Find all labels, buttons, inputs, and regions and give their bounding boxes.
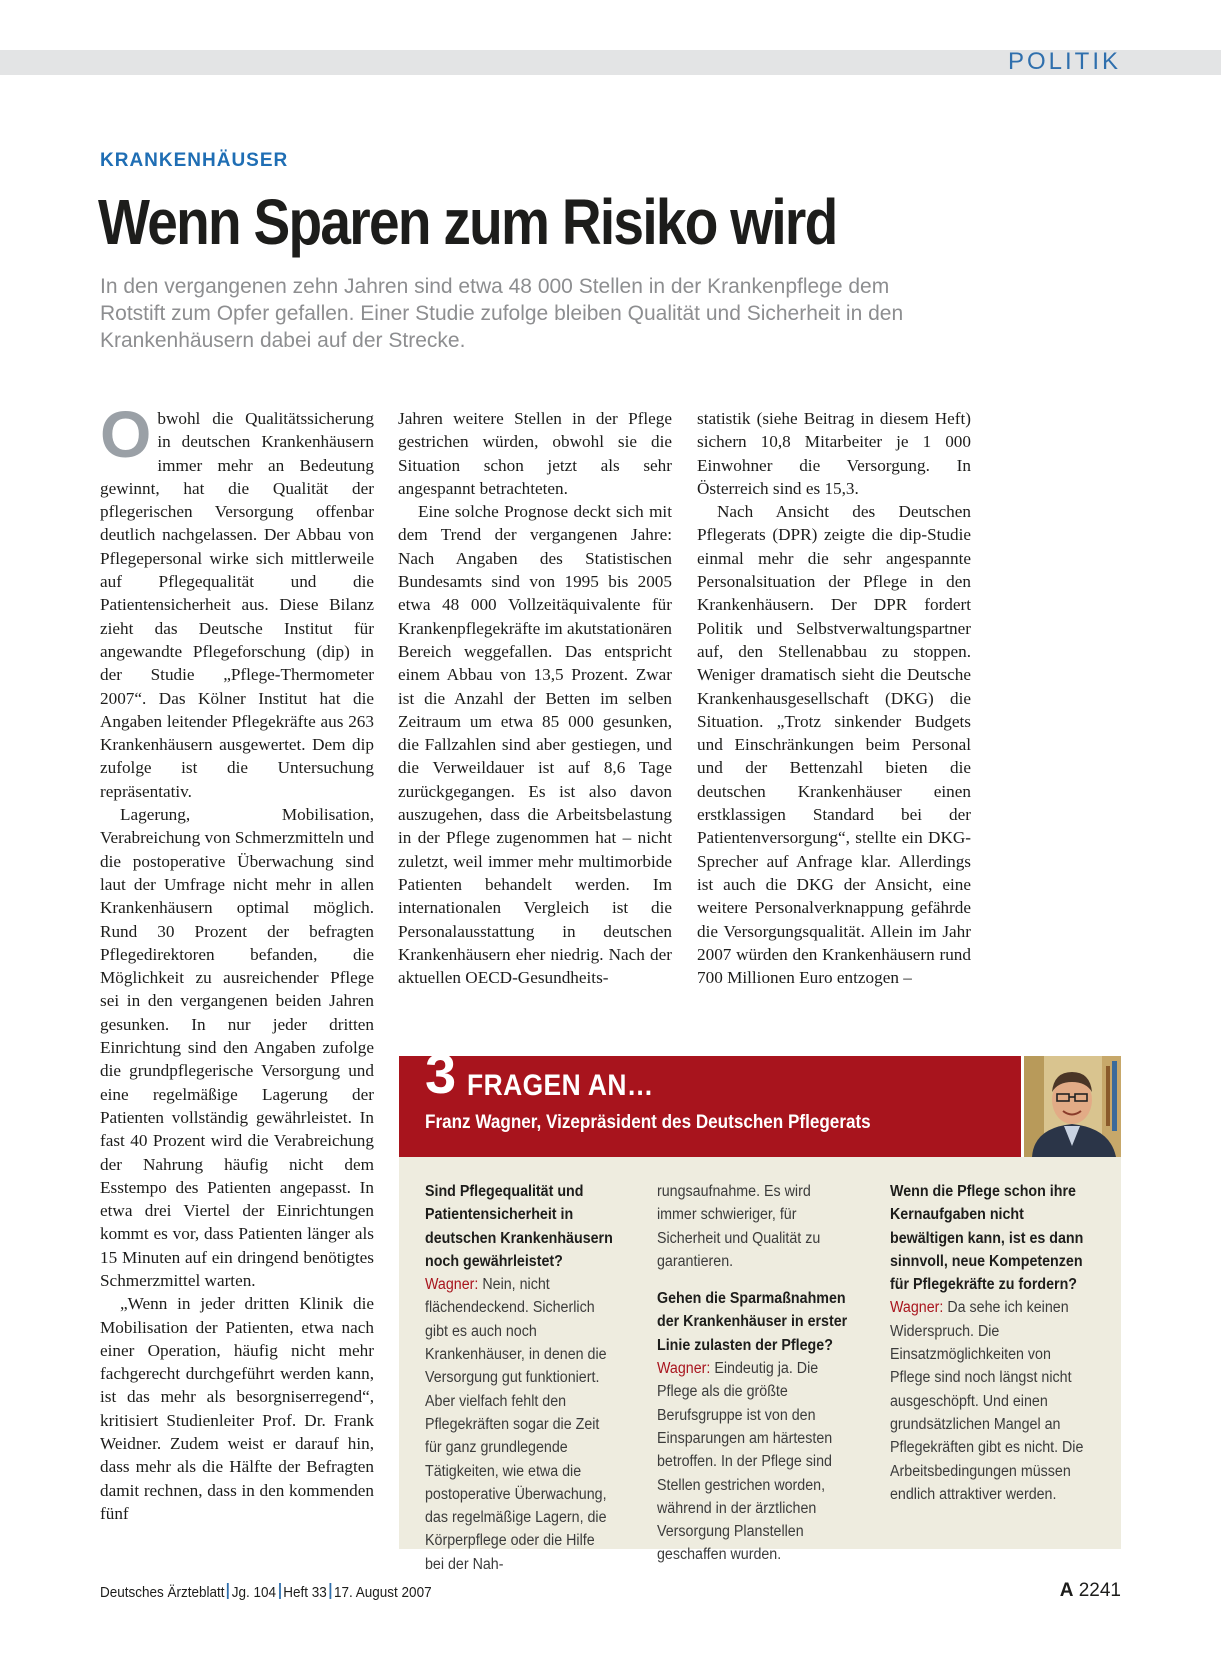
- paragraph: Nach Ansicht des Deutschen Pflegerats (DPR) zeigte die dip-Studie einmal mehr die sehr angespannte Personalsituation der Pflege in den Krankenhäusern. Der DPR fordert Politik und Selbstverwaltungspartner auf, den Stellenabbau zu stoppen. Weniger dramatisch sieht die Deutsche Krankenhausgesellschaft (DKG) die Situation. „Trotz sinkender Budgets und Einschränkungen beim Personal und der Bettenzahl bieten die deutschen Krankenhäuser einen erstklassigen Standard bei der Patientenversorgung“, stellte ein DKG-Sprecher auf Anfrage klar. Allerdings ist auch die DKG der Ansicht, eine weitere Personalverknappung gefährde die Versorgungsqualität. Allein im Jahr 2007 würden den Krankenhäusern rund 700 Millionen Euro entzogen –: [697, 502, 971, 988]
- article-column-2: [398, 407, 672, 1014]
- speaker-label: Wagner:: [890, 1299, 944, 1317]
- answer-text: Da sehe ich keinen Widerspruch. Die Einsatzmöglichkeiten von Pflege sind noch längst nicht ausgeschöpft. Und einen grundsätzlichen Mangel an Pflegekräften gibt es nicht. Die Arbeitsbedingungen müssen endlich attraktiver werden.: [890, 1299, 1084, 1503]
- interview-question: Sind Pflegequalität und Patientensicherheit in deutschen Krankenhäusern noch gewährleistet?: [425, 1183, 613, 1270]
- paragraph: [100, 397, 374, 803]
- page-number-value: 2241: [1078, 1580, 1121, 1601]
- interview-answer: [890, 1296, 1085, 1506]
- article-column-1: [100, 397, 374, 1542]
- interview-number: 3: [425, 1042, 457, 1105]
- page-number: [1060, 1580, 1121, 1602]
- separator: [227, 1583, 229, 1599]
- interview-answer-continued: rungsaufnahme. Es wird immer schwieriger, für Sicherheit und Qualität zu garantieren.: [657, 1183, 821, 1270]
- speaker-label: Wagner:: [657, 1360, 711, 1378]
- article-column-3: [697, 407, 971, 1014]
- journal-name: Deutsches Ärzteblatt: [100, 1584, 225, 1601]
- portrait-photo: [1024, 1056, 1121, 1157]
- drop-cap: O: [100, 397, 152, 471]
- paragraph: Jahren weitere Stellen in der Pflege gestrichen würden, obwohl sie die Situation schon jetzt als sehr angespannt betrachteten.: [398, 409, 672, 498]
- paragraph: statistik (siehe Beitrag in diesem Heft) sichern 10,8 Mitarbeiter je 1 000 Einwohner die Versorgung. In Österreich sind es 15,3.: [697, 409, 971, 498]
- journal-volume: Jg. 104: [231, 1584, 277, 1601]
- article-headline: Wenn Sparen zum Risiko wird: [98, 186, 837, 258]
- page-prefix: A: [1059, 1580, 1074, 1601]
- interview-column-3: [890, 1180, 1085, 1506]
- speaker-label: Wagner:: [425, 1276, 479, 1294]
- answer-text: Nein, nicht flächendeckend. Sicherlich gibt es auch noch Krankenhäuser, in denen die Versorgung gut funktioniert. Aber vielfach fehlt den Pflegekräften sogar die Zeit für ganz grundlegende Tätigkeiten, wie etwa die postoperative Überwachung, das regelmäßige Lagern, die Körperpflege oder die Hilfe bei der Nah-: [425, 1276, 607, 1573]
- interview-question: Wenn die Pflege schon ihre Kernaufgaben nicht bewältigen kann, ist es dann sinnvoll, neue Kompetenzen für Pflegekräfte zu fordern?: [890, 1183, 1084, 1294]
- interview-question: Gehen die Sparmaßnahmen der Krankenhäuser in erster Linie zulasten der Pflege?: [657, 1290, 848, 1354]
- paragraph: Eine solche Prognose deckt sich mit dem Trend der vergangenen Jahre: Nach Angaben des Statistischen Bundesamts sind von 1995 bis 2005 etwa 48 000 Vollzeitäquivalente für Krankenpflegekräfte im akutstationären Bereich weggefallen. Das entspricht einem Abbau von 13,5 Prozent. Zwar ist die Anzahl der Betten im selben Zeitraum um etwa 85 000 gesunken, die Fallzahlen sind aber gestiegen, und die Verweildauer ist auf 8,6 Tage zurückgegangen. Es ist also davon auszugehen, dass die Arbeitsbelastung in der Pflege zugenommen hat – nicht zuletzt, weil immer mehr multimorbide Patienten behandelt werden. Im internationalen Vergleich ist die Personalausstattung in deutschen Krankenhäusern eher niedrig. Nach der aktuellen OECD-Gesundheits-: [398, 502, 672, 988]
- section-label: POLITIK: [1007, 48, 1121, 75]
- interview-answer: [657, 1357, 848, 1567]
- journal-date: 17. August 2007: [334, 1584, 432, 1601]
- interview-column-1: [425, 1180, 616, 1576]
- interview-column-2: [657, 1180, 848, 1567]
- paragraph: „Wenn in jeder dritten Klinik die Mobilisation der Patienten, etwa nach einer Operation, häufig nicht mehr fachgerecht durchgeführt werden kann, ist das mehr als besorgniserregend“, kritisiert Studienleiter Prof. Dr. Frank Weidner. Zudem weist er darauf hin, dass mehr als die Hälfte der Befragten damit rechnen, dass in den kommenden fünf: [100, 1294, 374, 1523]
- footer-citation: [100, 1583, 432, 1601]
- article-kicker: KRANKENHÄUSER: [100, 150, 289, 171]
- interview-answer: [425, 1273, 616, 1576]
- interview-subtitle: Franz Wagner, Vizepräsident des Deutschen Pflegerats: [425, 1112, 871, 1133]
- paragraph-text: bwohl die Qualitätssicherung in deutschen Krankenhäusern immer mehr an Bedeutung gewinnt, hat die Qualität der pflegerischen Versorgung offenbar deutlich nachgelassen. Der Abbau von Pflegepersonal wirke sich mittlerweile auf Pflegequalität und die Patientensicherheit aus. Diese Bilanz zieht das Deutsche Institut für angewandte Pflegeforschung (dip) in der Studie „Pflege-Thermometer 2007“. Das Kölner Institut hat die Angaben leitender Pflegekräfte aus 263 Krankenhäusern ausgewertet. Dem dip zufolge ist die Untersuchung repräsentativ.: [100, 409, 374, 801]
- answer-text: Eindeutig ja. Die Pflege als die größte Berufsgruppe ist von den Einsparungen am härtesten betroffen. In der Pflege sind Stellen gestrichen worden, während in der ärztlichen Versorgung Planstellen geschaffen wurden.: [657, 1360, 833, 1564]
- interview-title: FRAGEN AN…: [467, 1069, 654, 1102]
- article-lead: In den vergangenen zehn Jahren sind etwa 48 000 Stellen in der Krankenpflege dem Rotstift zum Opfer gefallen. Einer Studie zufolge bleiben Qualität und Sicherheit in den Krankenhäusern dabei auf der Strecke.: [100, 275, 904, 352]
- separator: [279, 1583, 281, 1599]
- journal-issue: Heft 33: [283, 1584, 327, 1601]
- paragraph: Lagerung, Mobilisation, Verabreichung von Schmerzmitteln und die postoperative Überwachung sind laut der Umfrage nicht mehr in allen Krankenhäusern optimal möglich. Rund 30 Prozent der befragten Pflegedirektoren befanden, die Möglichkeit zu ausreichender Pflege sei in den vergangenen beiden Jahren gesunken. In nur jeder dritten Einrichtung sind den Angaben zufolge die grundpflegerische Versorgung und eine regelmäßige Lagerung der Patienten vollständig gewährleistet. In fast 40 Prozent wird die Verabreichung der Nahrung häufig nicht dem Esstempo des Patienten angepasst. In etwa drei Viertel der Einrichtungen kommt es vor, dass Patienten länger als 15 Minuten auf ein dringend benötigtes Schmerzmittel warten.: [100, 805, 374, 1290]
- separator: [330, 1583, 332, 1599]
